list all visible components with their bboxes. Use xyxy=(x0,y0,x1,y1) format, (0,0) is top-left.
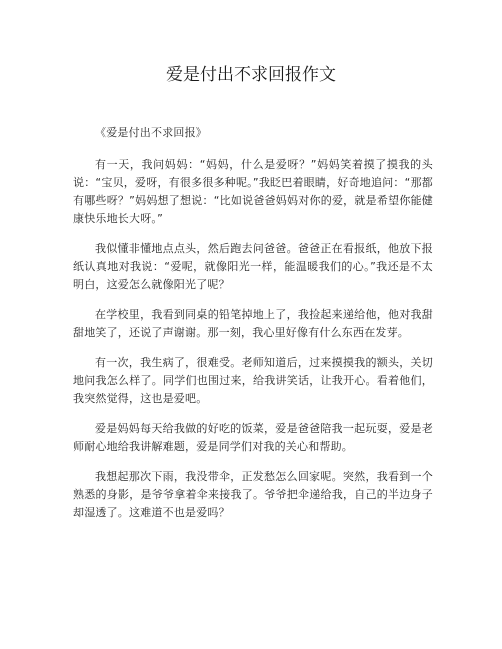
paragraph-5: 爱是妈妈每天给我做的好吃的饭菜，爱是爸爸陪我一起玩耍，爱是老师耐心地给我讲解难题，爱是同学们对我的关心和帮助。 xyxy=(73,422,433,453)
document-title: 爱是付出不求回报作文 xyxy=(166,65,336,85)
paragraph-1: 有一天，我问妈妈：“妈妈，什么是爱呀？”妈妈笑着摸了摸我的头说：“宝贝，爱呀，有很多很多种呢。”我眨巴着眼睛，好奇地追问：“那都有哪些呀？”妈妈想了想说：“比如说爸爸妈妈对你的爱，就是希望你能健康快乐地长大呀。” xyxy=(73,158,433,225)
paragraph-6: 我想起那次下雨，我没带伞，正发愁怎么回家呢。突然，我看到一个熟悉的身影，是爷爷拿着伞来接我了。爷爷把伞递给我，自己的半边身子却湿透了。这难道不也是爱吗？ xyxy=(73,470,433,519)
paragraph-2: 我似懂非懂地点点头，然后跑去问爸爸。爸爸正在看报纸，他放下报纸认真地对我说：“爱呢，就像阳光一样，能温暖我们的心。”我还是不太明白，这爱怎么就像阳光了呢？ xyxy=(73,242,433,291)
document-body xyxy=(73,124,433,534)
paragraph-4: 有一次，我生病了，很难受。老师知道后，过来摸摸我的额头，关切地问我怎么样了。同学们也围过来，给我讲笑话，让我开心。看着他们，我突然觉得，这也是爱吧。 xyxy=(73,356,433,405)
paragraph-3: 在学校里，我看到同桌的铅笔掉地上了，我捡起来递给他，他对我甜甜地笑了，还说了声谢谢。那一刻，我心里好像有什么东西在发芽。 xyxy=(73,308,433,339)
essay-subtitle: 《爱是付出不求回报》 xyxy=(95,126,207,139)
